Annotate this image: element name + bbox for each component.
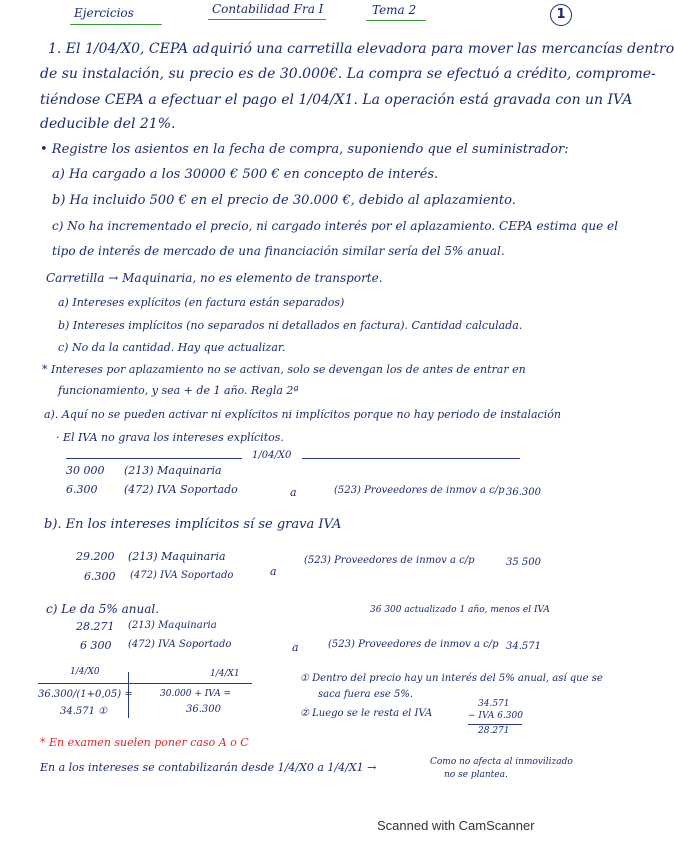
instruction: • Registre los asientos en la fecha de compra, suponiendo que el suministrador: bbox=[40, 142, 569, 157]
note-carretilla: Carretilla → Maquinaria, no es elemento de transporte. bbox=[46, 271, 383, 285]
entry-amount: 28.271 bbox=[76, 620, 115, 633]
timeline-calc-rule bbox=[468, 724, 522, 725]
solution-a-line: · El IVA no grava los intereses explícitos. bbox=[56, 431, 284, 444]
page-number-circle: 1 bbox=[550, 4, 572, 26]
solution-a-line: a). Aquí no se pueden activar ni explícitos ni implícitos porque no hay periodo de instalación bbox=[44, 408, 561, 421]
timeline-note: saca fuera ese 5%. bbox=[318, 689, 414, 700]
entry-account: (213) Maquinaria bbox=[128, 550, 226, 563]
entry-account: (213) Maquinaria bbox=[124, 464, 222, 477]
solution-c-title: c) Le da 5% anual. bbox=[46, 602, 160, 616]
entry-credit-amount: 35 500 bbox=[506, 557, 541, 568]
journal-date-rule bbox=[302, 458, 520, 459]
timeline-sum-total: 36.300 bbox=[186, 704, 221, 715]
header-ejercicios: Ejercicios bbox=[74, 6, 134, 20]
problem-line: 1. El 1/04/X0, CEPA adquirió una carretilla elevadora para mover las mercancías dentro bbox=[48, 41, 674, 57]
entry-credit-amount: 34.571 bbox=[506, 641, 541, 652]
solution-b-title: b). En los intereses implícitos sí se grava IVA bbox=[44, 517, 342, 532]
header-underline bbox=[366, 20, 426, 21]
final-side-note: Como no afecta al inmovilizado bbox=[430, 757, 573, 767]
journal-date-rule bbox=[66, 458, 242, 459]
case-line: tipo de interés de mercado de una financiación similar sería del 5% anual. bbox=[52, 244, 505, 258]
entry-account: (213) Maquinaria bbox=[128, 620, 217, 631]
entry-account: (472) IVA Soportado bbox=[130, 570, 234, 581]
problem-line: deducible del 21%. bbox=[40, 116, 176, 132]
timeline-axis bbox=[38, 683, 252, 684]
entry-a-word: a bbox=[290, 486, 297, 499]
timeline-formula: 36.300/(1+0,05) = bbox=[38, 689, 133, 700]
solution-c-side-note: 36 300 actualizado 1 año, menos el IVA bbox=[370, 605, 550, 615]
entry-amount: 30 000 bbox=[66, 464, 105, 477]
note-star: * Intereses por aplazamiento no se activan, solo se devengan los de antes de entrar en bbox=[42, 363, 526, 376]
problem-line: tiéndose CEPA a efectuar el pago el 1/04/X1. La operación está gravada con un IVA bbox=[40, 92, 633, 108]
note-star: funcionamiento, y sea + de 1 año. Regla 2ª bbox=[58, 384, 299, 397]
entry-amount: 29.200 bbox=[76, 550, 115, 563]
journal-date: 1/04/X0 bbox=[252, 450, 292, 461]
note-c: c) No da la cantidad. Hay que actualizar. bbox=[58, 341, 286, 354]
entry-amount: 6 300 bbox=[80, 639, 112, 652]
timeline-calc: − IVA 6.300 bbox=[468, 711, 523, 721]
timeline-note: ① Dentro del precio hay un interés del 5% anual, así que se bbox=[300, 673, 603, 684]
timeline-sum: 30.000 + IVA = bbox=[160, 689, 232, 699]
entry-credit-amount: 36.300 bbox=[506, 487, 541, 498]
header-subject: Contabilidad Fra I bbox=[212, 2, 324, 16]
entry-account: (472) IVA Soportado bbox=[124, 483, 238, 496]
entry-amount: 6.300 bbox=[66, 483, 98, 496]
entry-credit-account: (523) Proveedores de inmov a c/p bbox=[328, 639, 499, 650]
problem-line: de su instalación, su precio es de 30.000€. La compra se efectuó a crédito, comprome- bbox=[40, 66, 656, 82]
entry-credit-account: (523) Proveedores de inmov a c/p bbox=[304, 555, 475, 566]
timeline-calc: 34.571 bbox=[478, 699, 510, 709]
timeline-note: ② Luego se le resta el IVA bbox=[300, 708, 433, 719]
entry-a-word: a bbox=[292, 641, 299, 654]
final-side-note: no se plantea. bbox=[444, 770, 508, 780]
entry-credit-account: (523) Proveedores de inmov a c/p bbox=[334, 485, 505, 496]
exam-note: * En examen suelen poner caso A o C bbox=[40, 736, 249, 749]
note-a: a) Intereses explícitos (en factura están separados) bbox=[58, 296, 345, 309]
entry-amount: 6.300 bbox=[84, 570, 116, 583]
header-tema: Tema 2 bbox=[372, 3, 417, 17]
timeline-result: 34.571 ① bbox=[60, 706, 108, 717]
case-line: b) Ha incluido 500 € en el precio de 30.000 €, debido al aplazamiento. bbox=[52, 193, 516, 208]
timeline-calc: 28.271 bbox=[478, 726, 510, 736]
scanner-footer: Scanned with CamScanner bbox=[377, 818, 535, 833]
case-line: c) No ha incrementado el precio, ni cargado interés por el aplazamiento. CEPA estima que el bbox=[52, 219, 618, 233]
final-line: En a los intereses se contabilizarán desde 1/4/X0 a 1/4/X1 → bbox=[40, 761, 377, 774]
note-b: b) Intereses implícitos (no separados ni detallados en factura). Cantidad calculada. bbox=[58, 319, 523, 332]
timeline-date-end: 1/4/X1 bbox=[210, 669, 240, 679]
entry-a-word: a bbox=[270, 565, 277, 578]
header-underline bbox=[70, 24, 162, 25]
header-underline bbox=[208, 19, 326, 20]
timeline-date-start: 1/4/X0 bbox=[70, 667, 100, 677]
case-line: a) Ha cargado a los 30000 € 500 € en concepto de interés. bbox=[52, 167, 439, 182]
entry-account: (472) IVA Soportado bbox=[128, 639, 232, 650]
